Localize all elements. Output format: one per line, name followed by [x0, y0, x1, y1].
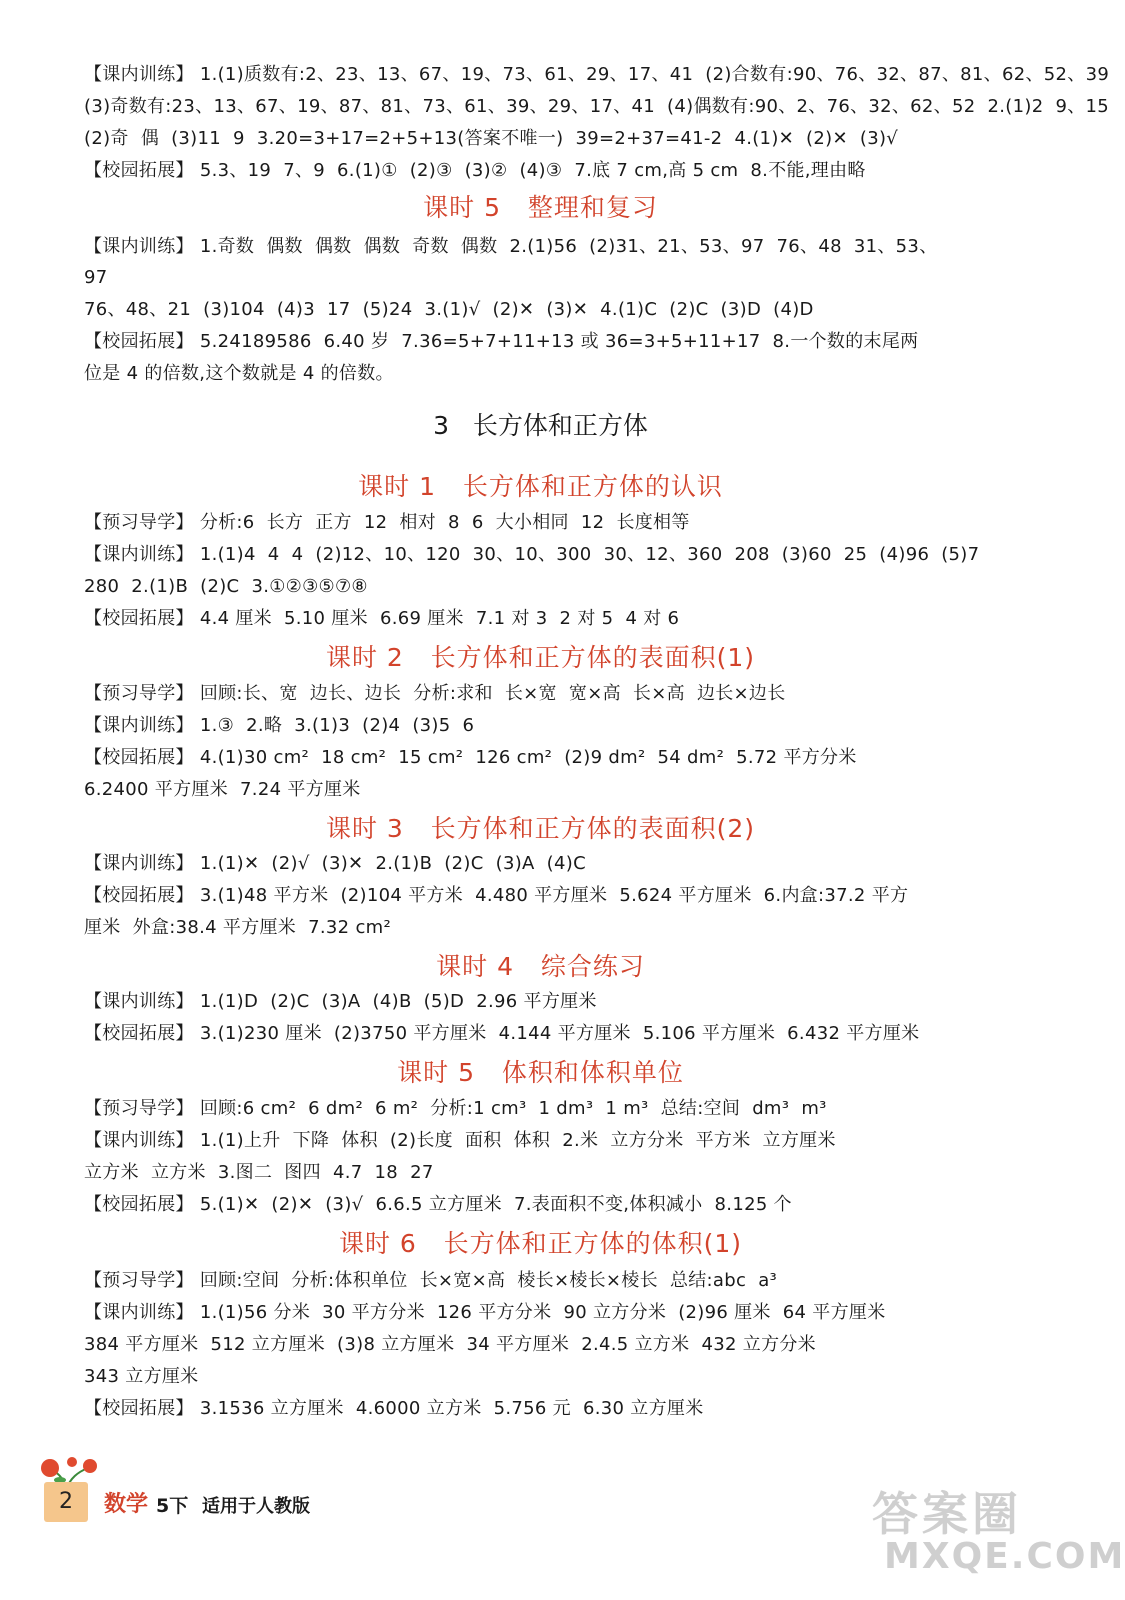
answer-line: 97: [84, 267, 108, 288]
page-footer: [34, 1456, 394, 1526]
answer-line: 位是 4 的倍数,这个数就是 4 的倍数。: [84, 363, 394, 384]
page-number: 2: [44, 1482, 88, 1522]
lesson-title: 课时 3 长方体和正方体的表面积(2): [325, 814, 756, 843]
answer-line: 【校园拓展】 5.(1)✕ (2)✕ (3)√ 6.6.5 立方厘米 7.表面积不变,体积减小 8.125 个: [84, 1194, 792, 1215]
answer-line: 【课内训练】 1.(1)上升 下降 体积 (2)长度 面积 体积 2.米 立方分米 平方米 立方厘米: [84, 1130, 836, 1151]
answer-line: 【课内训练】 1.奇数 偶数 偶数 偶数 奇数 偶数 2.(1)56 (2)31、21、53、97 76、48 31、53、: [84, 236, 938, 257]
answer-line: 【校园拓展】 3.1536 立方厘米 4.6000 立方米 5.756 元 6.30 立方厘米: [84, 1398, 704, 1419]
answer-line: 6.2400 平方厘米 7.24 平方厘米: [84, 779, 361, 800]
answer-line: 【预习导学】 回顾:空间 分析:体积单位 长×宽×高 棱长×棱长×棱长 总结:abc a³: [84, 1270, 778, 1291]
answer-line: 【校园拓展】 3.(1)230 厘米 (2)3750 平方厘米 4.144 平方厘米 5.106 平方厘米 6.432 平方厘米: [84, 1023, 920, 1044]
answer-line: 立方米 立方米 3.图二 图四 4.7 18 27: [84, 1162, 434, 1183]
unit-title: 3 长方体和正方体: [433, 411, 648, 440]
answer-line: 【课内训练】 1.(1)质数有:2、23、13、67、19、73、61、29、17、41 (2)合数有:90、76、32、87、81、62、52、39: [84, 64, 1110, 85]
answer-line: 【校园拓展】 5.24189586 6.40 岁 7.36=5+7+11+13 或 36=3+5+11+17 8.一个数的末尾两: [84, 331, 919, 352]
lesson-title: 课时 5 整理和复习: [423, 193, 658, 222]
watermark-url: MXQE.COM: [884, 1536, 1125, 1577]
edition-label: 适用于人教版: [202, 1496, 310, 1517]
answer-line: (3)奇数有:23、13、67、19、87、81、73、61、39、29、17、41 (4)偶数有:90、2、76、32、62、52 2.(1)2 9、15: [84, 96, 1110, 117]
answer-line: 343 立方厘米: [84, 1366, 199, 1387]
subject-label: 数学: [104, 1492, 149, 1517]
answer-line: 【课内训练】 1.(1)4 4 4 (2)12、10、120 30、10、300 30、12、360 208 (3)60 25 (4)96 (5)7: [84, 544, 980, 565]
answer-line: 【校园拓展】 5.3、19 7、9 6.(1)① (2)③ (3)② (4)③ 7.底 7 cm,高 5 cm 8.不能,理由略: [84, 160, 866, 181]
lesson-title: 课时 4 综合练习: [436, 952, 645, 981]
answer-line: 【校园拓展】 4.(1)30 cm² 18 cm² 15 cm² 126 cm² (2)9 dm² 54 dm² 5.72 平方分米: [84, 747, 857, 768]
answer-line: (2)奇 偶 (3)11 9 3.20=3+17=2+5+13(答案不唯一) 39=2+37=41-2 4.(1)✕ (2)✕ (3)√: [84, 128, 899, 149]
answer-line: 【校园拓展】 3.(1)48 平方米 (2)104 平方米 4.480 平方厘米 5.624 平方厘米 6.内盒:37.2 平方: [84, 885, 909, 906]
answer-line: 【预习导学】 分析:6 长方 正方 12 相对 8 6 大小相同 12 长度相等: [84, 512, 690, 533]
answer-line: 【预习导学】 回顾:长、宽 边长、边长 分析:求和 长×宽 宽×高 长×高 边长×边长: [84, 683, 786, 704]
lesson-title: 课时 2 长方体和正方体的表面积(1): [325, 643, 756, 672]
watermark-text: 答案圈: [872, 1487, 1022, 1541]
answer-line: 【预习导学】 回顾:6 cm² 6 dm² 6 m² 分析:1 cm³ 1 dm³ 1 m³ 总结:空间 dm³ m³: [84, 1098, 827, 1119]
answer-line: 【课内训练】 1.(1)✕ (2)√ (3)✕ 2.(1)B (2)C (3)A (4)C: [84, 853, 586, 874]
answer-line: 384 平方厘米 512 立方厘米 (3)8 立方厘米 34 平方厘米 2.4.5 立方米 432 立方分米: [84, 1334, 816, 1355]
lesson-title: 课时 6 长方体和正方体的体积(1): [338, 1229, 743, 1258]
answer-line: 280 2.(1)B (2)C 3.①②③⑤⑦⑧: [84, 576, 368, 597]
lesson-title: 课时 1 长方体和正方体的认识: [358, 472, 723, 501]
answer-line: 76、48、21 (3)104 (4)3 17 (5)24 3.(1)√ (2)✕ (3)✕ 4.(1)C (2)C (3)D (4)D: [84, 299, 814, 320]
answer-line: 【课内训练】 1.(1)D (2)C (3)A (4)B (5)D 2.96 平方厘米: [84, 991, 597, 1012]
watermark-logo: [872, 1478, 1125, 1588]
lesson-title: 课时 5 体积和体积单位: [397, 1058, 684, 1087]
answer-line: 厘米 外盒:38.4 平方厘米 7.32 cm²: [84, 917, 391, 938]
grade-label: 5下: [156, 1495, 189, 1517]
answer-line: 【校园拓展】 4.4 厘米 5.10 厘米 6.69 厘米 7.1 对 3 2 对 5 4 对 6: [84, 608, 680, 629]
answer-line: 【课内训练】 1.(1)56 分米 30 平方分米 126 平方分米 90 立方分米 (2)96 厘米 64 平方厘米: [84, 1302, 886, 1323]
answer-line: 【课内训练】 1.③ 2.略 3.(1)3 (2)4 (3)5 6: [84, 715, 475, 736]
